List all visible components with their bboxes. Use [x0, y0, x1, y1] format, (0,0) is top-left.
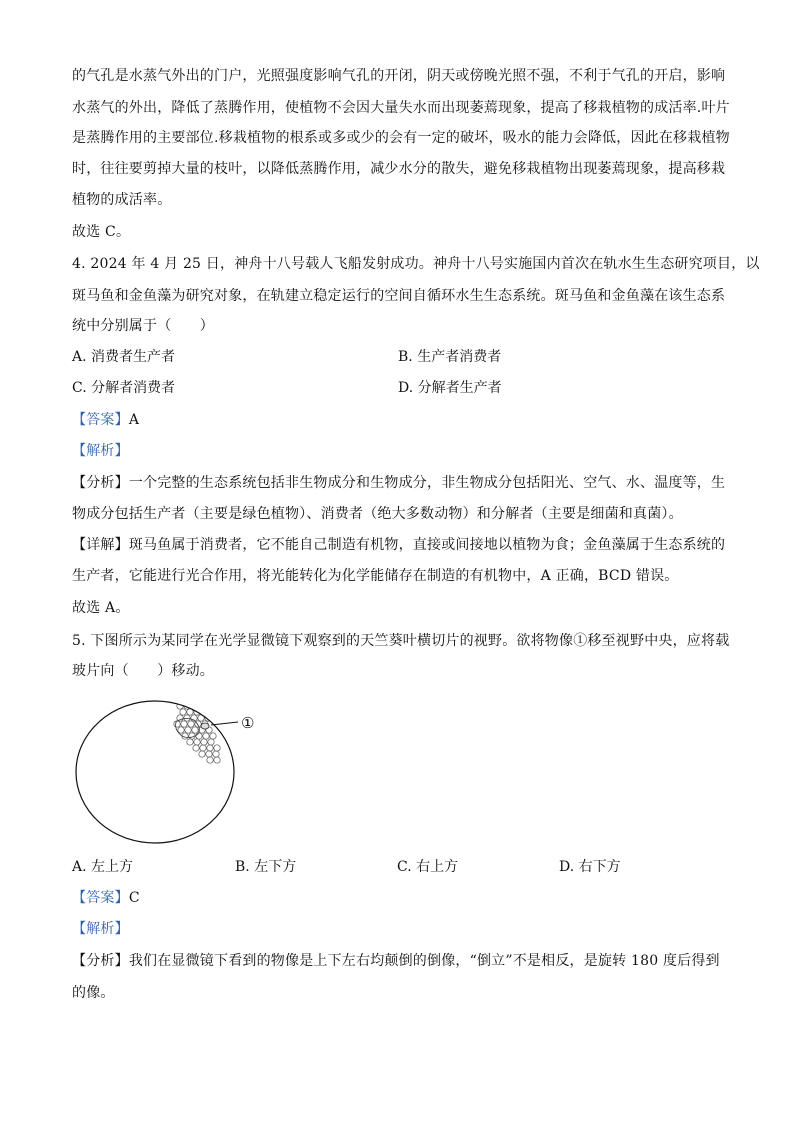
choose-c-line: 故选 C。 — [72, 224, 131, 240]
q4-stem-line-2: 斑马鱼和金鱼藻为研究对象，在轨建立稳定运行的空间自循环水生生态系统。斑马鱼和金鱼藻在该生态系 — [72, 288, 726, 304]
field-of-view-circle — [76, 701, 234, 843]
q5-answer-tag: 【答案】 — [72, 890, 129, 906]
q5-fenxi-tag: 【分析】 — [72, 953, 129, 969]
q4-option-d: D. 分解者生产者 — [398, 380, 502, 396]
intro-line-4: 时，往往要剪掉大量的枝叶，以降低蒸腾作用，减少水分的散失，避免移栽植物出现萎蔫现象，提高移栽 — [72, 161, 726, 177]
q4-option-c: C. 分解者消费者 — [72, 380, 176, 396]
q4-choose-line: 故选 A。 — [72, 600, 130, 616]
q4-fenxi-tag: 【分析】 — [72, 475, 129, 491]
q5-fenxi-text-1: 我们在显微镜下看到的物像是上下左右均颠倒的倒像，“倒立”不是相反，是旋转 180 度后得到 — [128, 953, 720, 969]
q4-answer: A — [128, 412, 140, 428]
q5-fenxi-line-2: 的像。 — [72, 985, 115, 1001]
q5-option-d: D. 右下方 — [559, 859, 621, 875]
q4-xiangjie-line-1 — [72, 535, 725, 555]
q4-fenxi-text-1: 一个完整的生态系统包括非生物成分和生物成分，非生物成分包括阳光、空气、水、温度等，生 — [128, 475, 726, 491]
q5-answer: C — [128, 890, 140, 906]
q4-answer-line — [72, 410, 139, 430]
q5-analysis-tag: 【解析】 — [72, 921, 129, 937]
q4-option-a: A. 消费者生产者 — [72, 349, 176, 365]
q4-stem-line-3: 统中分别属于（ ） — [72, 318, 214, 334]
q5-fenxi-line-1 — [72, 951, 720, 971]
q5-option-c: C. 右上方 — [397, 859, 459, 875]
q4-analysis-tag: 【解析】 — [72, 443, 129, 459]
q4-xiangjie-tag: 【详解】 — [72, 537, 129, 553]
q4-xiangjie-line-2: 生产者，它能进行光合作用，将光能转化为化学能储存在制造的有机物中，A 正确，BCD 错误。 — [72, 568, 679, 584]
q4-fenxi-line-1 — [72, 473, 725, 493]
q4-answer-tag: 【答案】 — [72, 412, 129, 428]
intro-line-1: 的气孔是水蒸气外出的门户，光照强度影响气孔的开闭，阴天或傍晚光照不强，不利于气孔的开启，影响 — [72, 68, 726, 84]
figure-label-1: ① — [241, 714, 255, 732]
q5-stem-line-2: 玻片向（ ）移动。 — [72, 663, 214, 679]
q4-fenxi-line-2: 物成分包括生产者（主要是绿色植物）、消费者（绝大多数动物）和分解者（主要是细菌和真菌）。 — [72, 506, 683, 522]
intro-line-3: 是蒸腾作用的主要部位.移栽植物的根系或多或少的会有一定的破坏，吸水的能力会降低，因此在移栽植物 — [72, 130, 730, 146]
q5-option-a: A. 左上方 — [72, 859, 134, 875]
intro-line-2: 水蒸气的外出，降低了蒸腾作用，使植物不会因大量失水而出现萎蔫现象，提高了移栽植物的成活率.叶片 — [72, 100, 730, 116]
q4-xiangjie-text-1: 斑马鱼属于消费者，它不能自己制造有机物，直接或间接地以植物为食；金鱼藻属于生态系统的 — [128, 537, 726, 553]
pointer-line — [211, 722, 238, 725]
q5-stem-line-1: 5. 下图所示为某同学在光学显微镜下观察到的天竺葵叶横切片的视野。欲将物像①移至视野中央，应将载 — [72, 633, 730, 649]
q4-option-b: B. 生产者消费者 — [398, 349, 502, 365]
q4-stem-line-1: 4. 2024 年 4 月 25 日，神舟十八号载人飞船发射成功。神舟十八号实施国内首次在轨水生生态研究项目，以 — [72, 256, 760, 272]
q5-option-b: B. 左下方 — [235, 859, 297, 875]
intro-line-5: 植物的成活率。 — [72, 192, 172, 208]
q5-answer-line — [72, 888, 140, 908]
